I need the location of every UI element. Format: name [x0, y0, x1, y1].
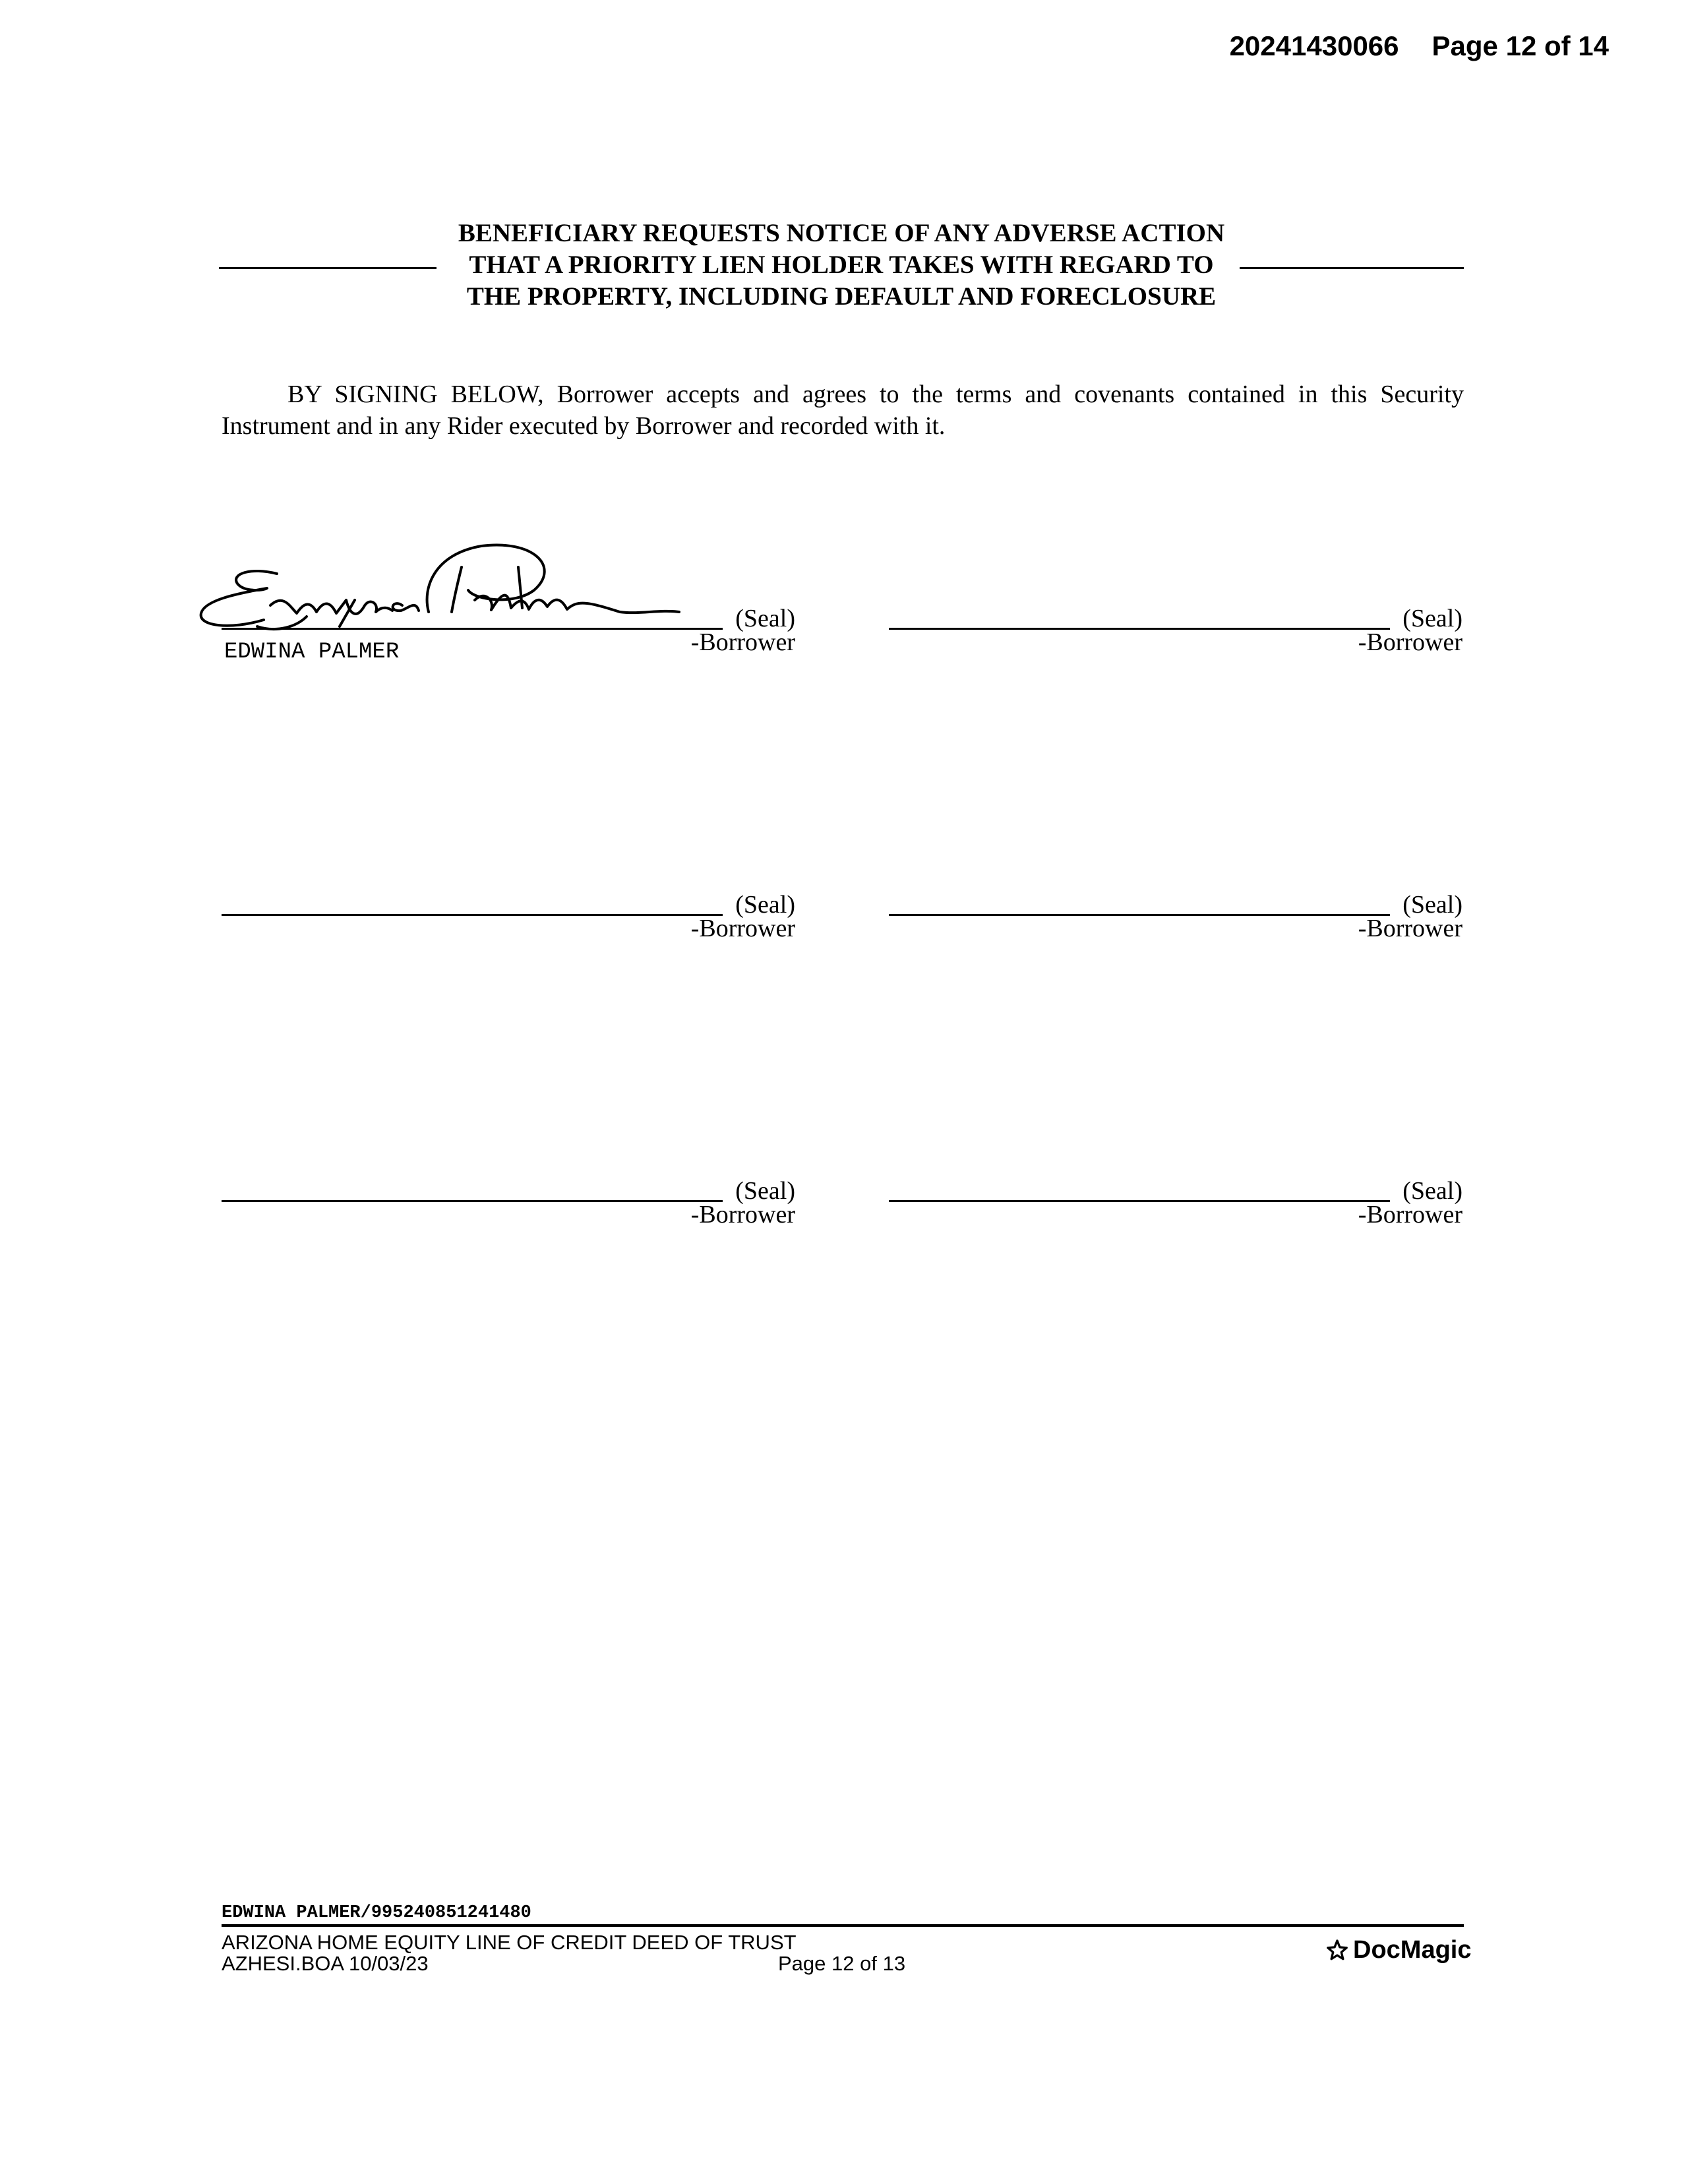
- notice-heading: [219, 218, 1464, 313]
- signature-block-6: [889, 1178, 1462, 1230]
- signature-line: [222, 628, 723, 630]
- heading-line-3: THE PROPERTY, INCLUDING DEFAULT AND FORECLOSURE: [466, 282, 1217, 311]
- signer-name: EDWINA PALMER: [224, 640, 400, 665]
- recording-page-label: Page 12 of 14: [1432, 30, 1609, 61]
- heading-rule-right: [1240, 267, 1464, 269]
- role-label: -Borrower: [690, 628, 795, 656]
- heading-line-2: THAT A PRIORITY LIEN HOLDER TAKES WITH REGARD TO: [469, 251, 1214, 279]
- role-label: -Borrower: [1358, 628, 1462, 656]
- signature-block-2: [889, 605, 1462, 658]
- signing-paragraph: BY SIGNING BELOW, Borrower accepts and agrees to the terms and covenants contained in this Security Instrument and in any Rider executed by Borrower and recorded with it.: [222, 380, 1464, 440]
- footer-form-code: AZHESI.BOA 10/03/23: [222, 1952, 429, 1975]
- seal-label: (Seal): [735, 1177, 795, 1205]
- footer-reference: EDWINA PALMER/995240851241480: [222, 1903, 531, 1923]
- signature-line: [889, 1200, 1390, 1202]
- signature-line: [222, 914, 723, 916]
- star-outline-icon: [1325, 1939, 1349, 1962]
- seal-label: (Seal): [1402, 605, 1462, 632]
- signature-line: [889, 914, 1390, 916]
- signature-line: [222, 1200, 723, 1202]
- recording-doc-number: 20241430066: [1229, 30, 1399, 61]
- seal-label: (Seal): [1402, 891, 1462, 919]
- role-label: -Borrower: [690, 1201, 795, 1228]
- seal-label: (Seal): [735, 605, 795, 632]
- docmagic-logo: [1325, 1936, 1471, 1964]
- signature-block-3: [222, 892, 795, 944]
- signature-block-5: [222, 1178, 795, 1230]
- docmagic-logo-text: DocMagic: [1353, 1936, 1472, 1964]
- footer-rule: [222, 1924, 1464, 1927]
- heading-line-2-wrap: [219, 249, 1464, 281]
- signature-line: [889, 628, 1390, 630]
- heading-rule-left: [219, 267, 437, 269]
- role-label: -Borrower: [690, 915, 795, 942]
- signature-block-4: [889, 892, 1462, 944]
- footer-form-title: ARIZONA HOME EQUITY LINE OF CREDIT DEED OF TRUST: [222, 1931, 797, 1954]
- footer-page: Page 12 of 13: [778, 1952, 906, 1975]
- role-label: -Borrower: [1358, 1201, 1462, 1228]
- seal-label: (Seal): [1402, 1177, 1462, 1205]
- role-label: -Borrower: [1358, 915, 1462, 942]
- seal-label: (Seal): [735, 891, 795, 919]
- heading-line-1: BENEFICIARY REQUESTS NOTICE OF ANY ADVERSE ACTION: [458, 219, 1225, 247]
- recording-stamp: [1200, 30, 1609, 62]
